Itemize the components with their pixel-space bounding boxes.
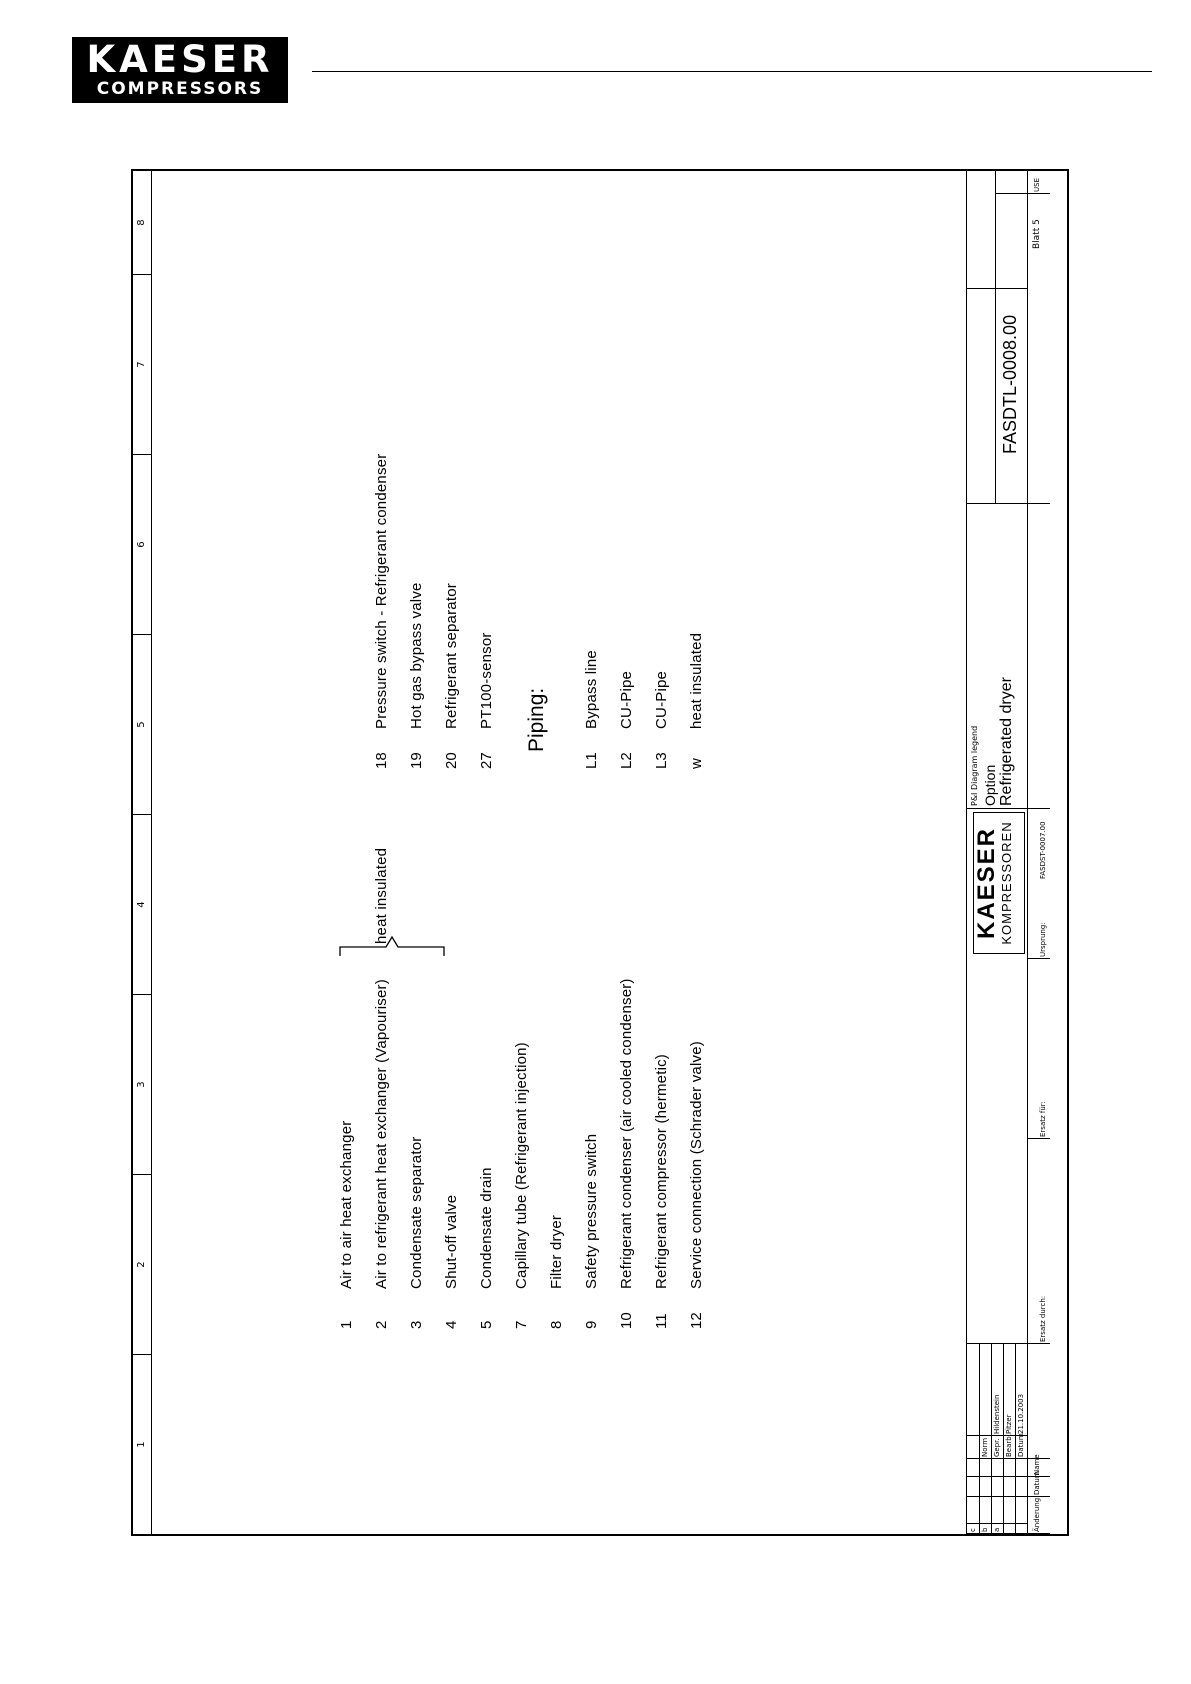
component-label: Condensate separator [408,1136,425,1289]
product-label: Refrigerated dryer [998,677,1015,806]
component-number: 5 [478,1320,495,1329]
gepr-value: Hildenstein [993,1394,1001,1434]
revision-letter: b [981,1527,989,1532]
component-label: Pressure switch - Refrigerant condenser [373,453,390,729]
column-number: 5 [133,634,151,814]
column-number: 7 [133,274,151,454]
component-number: 8 [548,1320,565,1329]
component-number: 27 [478,752,495,769]
column-number: 1 [133,1354,151,1534]
ursprung-label: Ursprung: [1039,922,1047,957]
component-label: Safety pressure switch [583,1133,600,1289]
bearb-value: Pitzer [1005,1414,1013,1434]
component-number: 4 [443,1320,460,1329]
drawing-canvas [133,171,1067,1534]
component-label: Shut-off valve [443,1194,460,1289]
brace-icon [338,931,446,959]
revision-letter: c [969,1528,977,1532]
piping-code: L2 [618,752,635,769]
datum-value: 21.10.2003 [1017,1393,1025,1434]
ersatz-fuer-label: Ersatz für: [1039,1101,1047,1137]
drawing-sheet [131,169,1069,1536]
component-number: 12 [688,1312,705,1329]
component-label: Air to air heat exchanger [338,1120,355,1289]
column-number: 4 [133,814,151,994]
component-label: Refrigerant compressor (hermetic) [653,1054,670,1289]
column-number: 3 [133,994,151,1174]
piping-label: CU-Pipe [653,670,670,729]
aenderung-label: Änderung [1033,1497,1041,1532]
column-strip-top [133,171,152,1534]
language-code: USE [1033,178,1041,192]
component-label: Refrigerant separator [443,583,460,729]
component-number: 7 [513,1320,530,1329]
mini-logo-sub: KOMPRESSOREN [999,821,1014,945]
sheet-number: Blatt 5 [1032,219,1042,249]
revision-letter: a [993,1527,1001,1532]
component-number: 19 [408,752,425,769]
component-number: 3 [408,1320,425,1329]
column-number: 8 [136,219,147,226]
piping-code: L3 [653,752,670,769]
component-label: Capillary tube (Refrigerant injection) [513,1042,530,1289]
ersatz-durch-label: Ersatz durch: [1039,1295,1047,1342]
ursprung-value: FASDST-0007.00 [1039,821,1047,879]
logo-sub-text: COMPRESSORS [96,79,264,99]
component-label: Hot gas bypass valve [408,582,425,729]
component-label: Service connection (Schrader valve) [688,1041,705,1289]
component-label: Condensate drain [478,1167,495,1289]
option-label: Option [982,764,998,806]
name-column-label: Name [1033,1454,1041,1475]
piping-label: CU-Pipe [618,670,635,729]
piping-code: L1 [583,752,600,769]
gepr-label: Gepr. [993,1438,1001,1457]
component-number: 1 [338,1320,355,1329]
piping-code: w [688,758,705,769]
piping-label: Bypass line [583,650,600,729]
datum-column-label: Datum [1033,1471,1041,1495]
header-rule [312,71,1152,72]
component-number: 9 [583,1320,600,1329]
component-label: Air to refrigerant heat exchanger (Vapouriser) [373,979,390,1289]
mini-logo-main: KAESER [973,826,1000,940]
diagram-title: P&I Diagram legend [970,725,979,806]
component-label: Filter dryer [548,1214,565,1289]
column-number: 6 [133,454,151,634]
component-number: 2 [373,1320,390,1329]
component-label: PT100-sensor [478,632,495,729]
title-block [966,171,1050,1534]
logo-main-text: KAESER [86,38,274,81]
mini-logo [973,812,1025,954]
column-number: 2 [133,1174,151,1354]
company-logo [72,37,288,103]
component-number: 11 [653,1313,670,1329]
component-number: 20 [443,752,460,769]
datum-label: Datum [1017,1433,1025,1457]
piping-label: heat insulated [688,632,705,729]
component-number: 10 [618,1312,635,1329]
norm-label: Norm [981,1437,989,1457]
drawing-number: FASDTL-0008.00 [1000,314,1020,454]
piping-title: Piping: [525,687,548,752]
bearb-label: Bearb. [1005,1434,1013,1457]
component-number: 18 [373,752,390,769]
component-label: Refrigerant condenser (air cooled condenser) [618,978,635,1289]
brace-label: heat insulated [373,847,390,944]
